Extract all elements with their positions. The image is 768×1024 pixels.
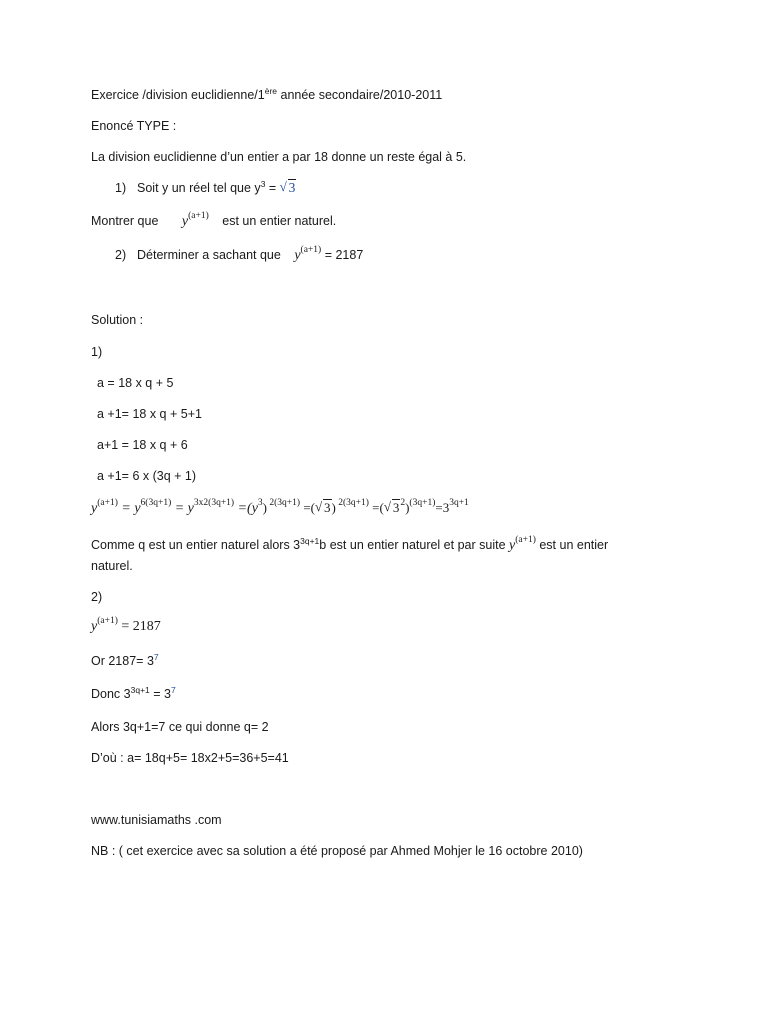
- sqrt-3: [315, 500, 332, 516]
- exponent: 3q+1: [300, 536, 320, 546]
- or-text: Or 2187= 3: [91, 654, 154, 668]
- equals-three: =3: [435, 500, 450, 515]
- solution-part-1: 1): [91, 345, 103, 359]
- exponent: 6(3q+1): [140, 498, 172, 508]
- equals-paren-y: =(y: [234, 501, 258, 516]
- close-paren: ): [331, 500, 336, 515]
- exponent: (a+1): [97, 616, 118, 626]
- conclusion-line: D’où : a= 18q+5= 18x2+5=36+5=41: [91, 751, 289, 765]
- title-text-end: année secondaire/2010-2011: [277, 88, 443, 102]
- type-label: Enoncé TYPE :: [91, 119, 177, 133]
- exponent: 2(3q+1): [335, 498, 369, 508]
- solution-step: a+1 = 18 x q + 6: [97, 438, 188, 452]
- solution-step: a +1= 18 x q + 5+1: [97, 407, 202, 421]
- y-power-expression: [181, 211, 209, 229]
- exponent: (a+1): [300, 245, 322, 255]
- equals-y: = y: [117, 501, 141, 516]
- question-1-equals: =: [265, 181, 280, 195]
- radicand: 3: [392, 500, 400, 515]
- question-1: [115, 180, 296, 196]
- solution-label: Solution :: [91, 313, 144, 327]
- alors-line: Alors 3q+1=7 ce qui donne q= 2: [91, 720, 269, 734]
- show-text-start: Montrer que: [91, 214, 159, 228]
- equation-value: = 2187: [117, 619, 161, 634]
- equals-y: = y: [171, 501, 194, 516]
- show-statement: [91, 213, 336, 230]
- part-2-equation: [91, 616, 161, 635]
- donc-line: [91, 686, 176, 702]
- sqrt-3: [384, 500, 401, 516]
- exponent: (a+1): [515, 535, 536, 545]
- y-power-expression: [509, 535, 536, 553]
- sqrt-3: [280, 180, 297, 196]
- equals-paren: =(: [368, 500, 384, 515]
- solution-step: a = 18 x q + 5: [97, 376, 174, 390]
- y-symbol: y: [91, 619, 98, 634]
- question-1-exponent: 3: [260, 179, 266, 189]
- y-symbol: y: [509, 538, 516, 553]
- close-paren: ): [405, 500, 410, 515]
- radicand: 3: [288, 180, 296, 195]
- y-power-expression: [294, 245, 322, 263]
- close-paren: ): [262, 500, 268, 515]
- show-text-end: est un entier naturel.: [222, 214, 337, 228]
- comme-text: Comme q est un entier naturel alors 3: [91, 538, 301, 552]
- exponent: 3x2(3q+1): [193, 498, 235, 508]
- power-chain-equation: [91, 500, 469, 517]
- exponent: 3q+1: [449, 498, 469, 508]
- question-2: [115, 247, 363, 264]
- question-2-number: 2): [115, 248, 127, 262]
- exponent: (a+1): [97, 498, 118, 508]
- exponent: 3: [257, 498, 263, 508]
- exponent: 2: [400, 498, 406, 508]
- question-2-text: Déterminer a sachant que: [137, 248, 281, 262]
- y-symbol: y: [181, 214, 189, 229]
- solution-step: a +1= 6 x (3q + 1): [97, 469, 197, 483]
- or-line: [91, 653, 159, 669]
- solution-part-2: 2): [91, 590, 103, 604]
- y-symbol: y: [294, 248, 301, 263]
- statement-intro: La division euclidienne d’un entier a par 18 donne un reste égal à 5.: [91, 150, 467, 164]
- comme-text-end: est un entier: [535, 538, 609, 552]
- question-2-value: = 2187: [324, 248, 364, 262]
- website-text: www.tunisiamaths .com: [91, 813, 222, 827]
- comme-line: [91, 537, 608, 554]
- donc-text: Donc 3: [91, 687, 131, 701]
- donc-equals: = 3: [149, 687, 171, 701]
- question-1-text: Soit y un réel tel que y: [137, 181, 261, 195]
- author-note: NB : ( cet exercice avec sa solution a été proposé par Ahmed Mohjer le 16 octobre 2010): [91, 844, 583, 858]
- exponent: (a+1): [188, 211, 209, 221]
- title-text: Exercice /division euclidienne/1: [91, 88, 265, 102]
- document-title: [91, 87, 442, 103]
- exponent: 3q+1: [130, 685, 150, 695]
- question-1-number: 1): [115, 181, 127, 195]
- exponent: (3q+1): [409, 498, 436, 508]
- equals-paren: =(: [300, 500, 315, 515]
- exponent: 2(3q+1): [267, 498, 301, 508]
- y-symbol: y: [91, 501, 98, 516]
- exponent: 7: [170, 685, 176, 695]
- exponent: 7: [153, 652, 159, 662]
- comme-text-middle: b est un entier naturel et par suite: [319, 538, 509, 552]
- radicand: 3: [324, 500, 331, 515]
- comme-line-continued: naturel.: [91, 559, 133, 573]
- title-superscript: ère: [264, 86, 278, 96]
